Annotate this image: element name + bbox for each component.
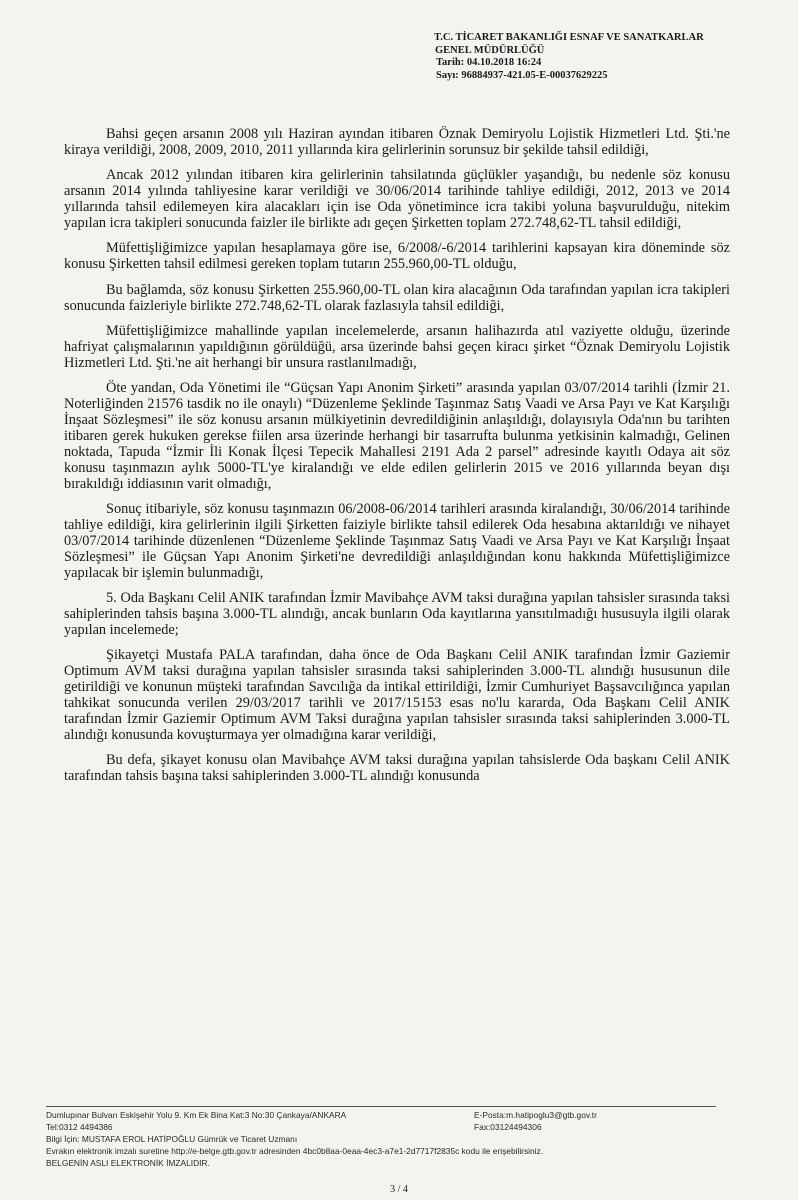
footer: [46, 1109, 736, 1169]
footer-phone: Tel:0312 4494386: [46, 1122, 113, 1132]
document-date: Tarih: 04.10.2018 16:24: [436, 57, 542, 68]
letterhead: [434, 32, 786, 82]
ministry-name: T.C. TİCARET BAKANLIĞI ESNAF VE SANATKARLAR: [434, 32, 704, 43]
document-body: [64, 127, 730, 795]
footer-contact: Bilgi İçin: MUSTAFA EROL HATİPOĞLU Gümrük ve Ticaret Uzmanı: [46, 1134, 298, 1144]
paragraph: Müfettişliğimizce yapılan hesaplamaya göre ise, 6/2008/-6/2014 tarihlerini kapsayan kira döneminde söz konusu Şirketten tahsil edilmesi gereken toplam tutarın 255.960,00-TL olduğu,: [64, 240, 730, 273]
paragraph: Öte yandan, Oda Yönetimi ile “Güçsan Yapı Anonim Şirketi” arasında yapılan 03/07/2014 tarihli (İzmir 21. Noterliğinden 21576 tasdik no ile onaylı) “Düzenleme Şeklinde Taşınmaz Satış Vaadi ve Arsa Payı ve Kat Karşılığı İnşaat Sözleşmesi” ile söz konusu arsanın mülkiyetinin devredildiğinin anlaşıldığı, dolayısıyla Oda'nın bu tarihten itibaren gerek hukuken gerekse fiilen arsa üzerinde herhangi bir tasarrufta bulunma yetkisinin kalmadığı, Gelinen noktada, Tapuda “İzmir İli Konak İlçesi Tepecik Mahallesi 2191 Ada 2 parsel” adresinde kayıtlı Odaya ait söz konusu taşınmazın aylık 5000-TL'ye kiralandığı ve elde edilen gelirlerin 2015 ve 2016 yıllarında beyan dışı bırakıldığı iddiasının varit olmadığı,: [64, 380, 730, 492]
paragraph: Ancak 2012 yılından itibaren kira gelirlerinin tahsilatında güçlükler yaşandığı, bu nedenle söz konusu arsanın 2014 yılında tahliyesine karar verildiği ve 30/06/2014 tarihinde tahliye edildiği, 2012, 2013 ve 2014 yıllarında tahsil edilemeyen kira alacakları için ise Oda yönetimince icra takibi yoluna başvurulduğu, nitekim yapılan icra takipleri sonucunda faizler ile birlikte adı geçen Şirketten toplam 272.748,62-TL tahsil edildiği,: [64, 167, 730, 232]
paragraph: Sonuç itibariyle, söz konusu taşınmazın 06/2008-06/2014 tarihleri arasında kiralandığı, 30/06/2014 tarihinde tahliye edildiği, kira gelirlerinin ilgili Şirketten faiziyle birlikte tahsil edilerek Oda hesabına aktarıldığı ve nihayet 03/07/2014 tarihinde düzenlenen “Düzenleme Şeklinde Taşınmaz Satış Vaadi ve Arsa Payı ve Kat Karşılığı İnşaat Sözleşmesi” ile Güçsan Yapı Anonim Şirketi'ne devredildiği anlaşıldığından konu hakkında Müfettişliğimizce yapılacak bir işlemin bulunmadığı,: [64, 501, 730, 581]
paragraph: Bu bağlamda, söz konusu Şirketten 255.960,00-TL olan kira alacağının Oda tarafından yapılan icra takipleri sonucunda faizleriyle birlikte 272.748,62-TL olarak fazlasıyla tahsil edildiği,: [64, 281, 730, 314]
footer-email: E-Posta:m.hatipoglu3@gtb.gov.tr: [474, 1110, 597, 1120]
footer-divider: [46, 1106, 716, 1107]
page-number: 3 / 4: [390, 1184, 408, 1195]
paragraph: Bahsi geçen arsanın 2008 yılı Haziran ayından itibaren Öznak Demiryolu Lojistik Hizmetleri Ltd. Şti.'ne kiraya verildiği, 2008, 2009, 2010, 2011 yıllarında kira gelirlerinin sorunsuz bir şekilde tahsil edildiği,: [64, 126, 730, 158]
footer-signature-note: BELGENİN ASLI ELEKTRONİK İMZALIDIR.: [46, 1158, 210, 1168]
footer-address: Dumlupınar Bulvarı Eskişehir Yolu 9. Km Ek Bina Kat:3 No:30 Çankaya/ANKARA: [46, 1110, 347, 1120]
document-number: Sayı: 96884937-421.05-E-00037629225: [436, 69, 608, 81]
paragraph: Bu defa, şikayet konusu olan Mavibahçe AVM taksi durağına yapılan tahsislerde Oda başkanı Celil ANIK tarafından tahsis başına taksi sahiplerinden 3.000-TL alındığı konusunda: [64, 752, 730, 785]
footer-verification: Evrakın elektronik imzalı suretine http://e-belge.gtb.gov.tr adresinden 4bc0b8aa-0eaa-4ec3-a7e1-2d7717f2835c kodu ile erişebilirsiniz.: [46, 1146, 544, 1156]
paragraph: Müfettişliğimizce mahallinde yapılan incelemelerde, arsanın halihazırda atıl vaziyette olduğu, üzerinde hafriyat çalışmalarının yapıldığının görüldüğü, arsa üzerinde bahsi geçen kiracı şirket “Öznak Demiryolu Lojistik Hizmetleri Ltd. Şti.'ne ait herhangi bir unsura rastlanılmadığı,: [64, 323, 730, 371]
paragraph: 5. Oda Başkanı Celil ANIK tarafından İzmir Mavibahçe AVM taksi durağına yapılan tahsisler sırasında taksi sahiplerinden tahsis başına 3.000-TL alındığı, ancak bunların Oda kayıtlarına yansıtılmadığı hususuyla ilgili olarak yapılan incelemede;: [64, 590, 730, 638]
paragraph: Şikayetçi Mustafa PALA tarafından, daha önce de Oda Başkanı Celil ANIK tarafından İzmir Gaziemir Optimum AVM taksi durağına yapılan tahsisler sırasında taksi sahiplerinden 3.000-TL alındığı hususunun dile getirildiği ve konunun müşteki tarafından Savcılığa da intikal ettirildiği, İzmir Cumhuriyet Başsavcılığınca yapılan tahkikat sonucunda verilen 29/03/2017 tarihli ve 2017/15153 esas no'lu kararda, Oda Başkanı Celil ANIK tarafından İzmir Gaziemir Optimum AVM Taksi durağına yapılan tahsisler sırasında taksi sahiplerinden 3.000-TL alındığı konusunda kovuşturmaya yer olmadığına karar verildiği,: [64, 647, 730, 743]
directorate-name: GENEL MÜDÜRLÜĞÜ: [435, 44, 545, 56]
footer-fax: Fax:03124494306: [474, 1122, 542, 1132]
